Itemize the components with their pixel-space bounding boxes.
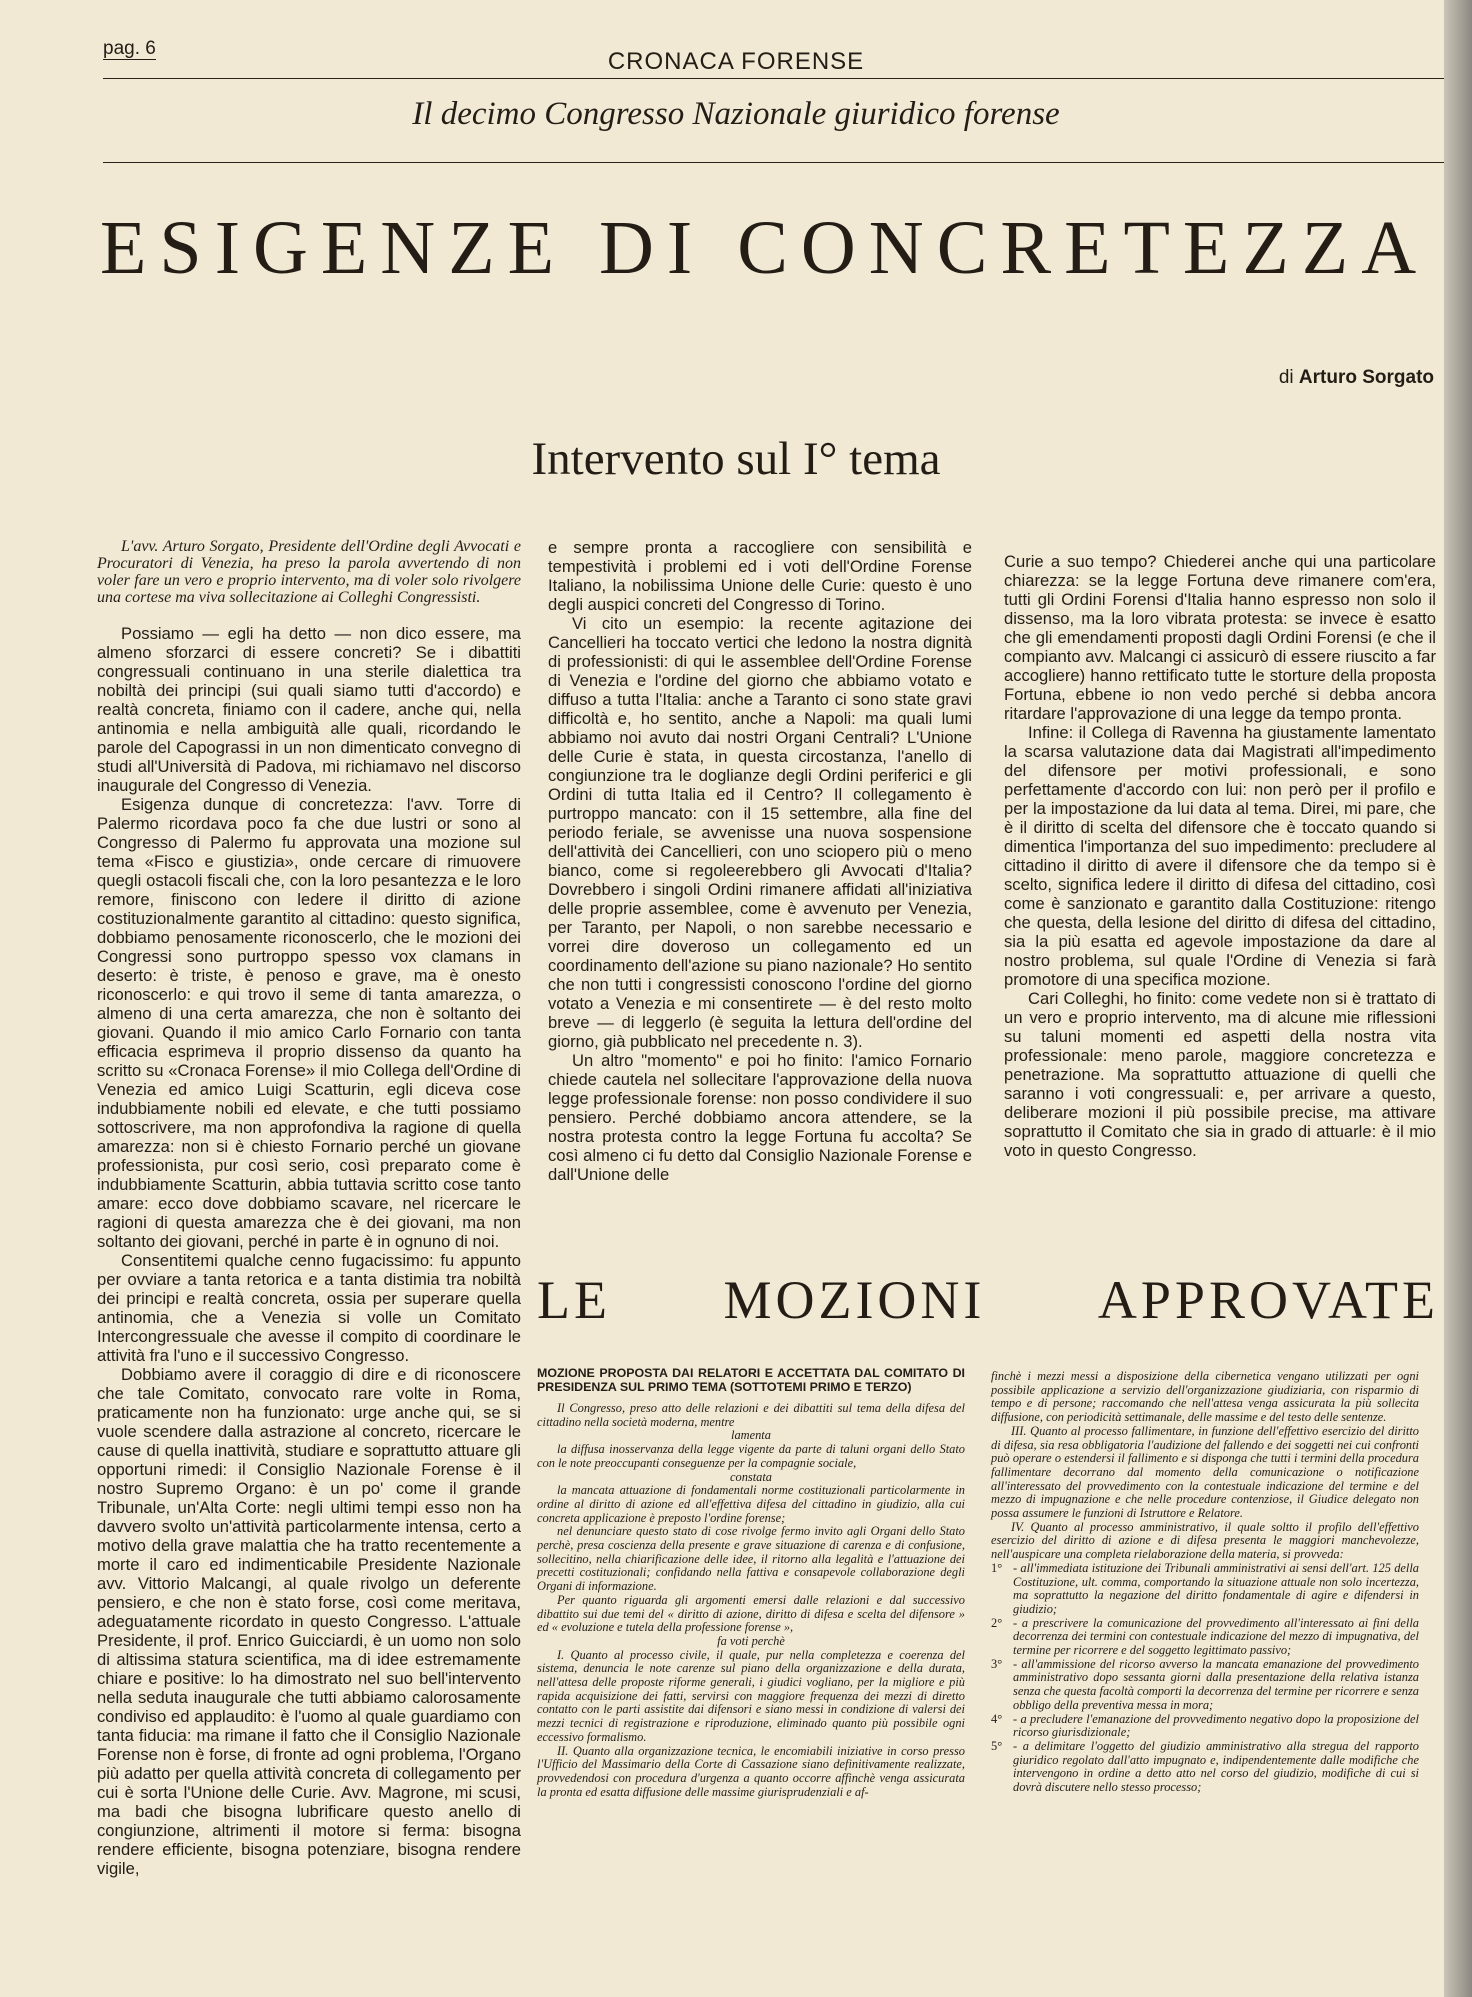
page-edge-shadow [1444,0,1472,1997]
motion-list-item [991,1562,1419,1617]
motion-list-item [991,1713,1419,1740]
motion-paragraph: I. Quanto al processo civile, il quale, pur nella completezza e coerenza del sistema, denuncia le note carenze sul piano della organizzazione e della durata, nell'attesa delle proposte riforme generali, i giudici vogliano, per la migliore e più rapida acquisizione dei fatti, servirsi con maggiore frequenza dei mezzi di diretto contatto con le parti assistite dai difensori e siano messi in condizione di valersi dei mezzi tecnici di registrazione e riproduzione, eliminado quanto più possibile ogni eccessivo formalismo. [537,1647,965,1744]
motion-paragraph: la mancata attuazione di fondamentali norme costituzionali particolarmente in ordine al diritto di azione ed all'effettiva difesa del cittadino in giudizio, alla cui concreta applicazione è preposto l'ordine forense; [537,1483,965,1525]
article-intro: L'avv. Arturo Sorgato, Presidente dell'Ordine degli Avvocati e Procuratori di Venezia, ha preso la parola avvertendo di non voler fare un vero e proprio intervento, ma di voler solo rivolgere una cortese ma viva sollecitazione ai Colleghi Congressisti. [97,538,521,606]
publication-name: CRONACA FORENSE [607,48,865,75]
kicker-rule [103,162,1444,163]
motion-paragraph: nel denunciare questo stato di cose rivolge fermo invito agli Organi dello Stato perchè, presa coscienza della presente e grave situazione di carenza e di confusione, sollecitino, nella chiarificazione delle idee, il ritorno alla legalità e l'attuazione dei precetti costituzionali; confidando nella fattiva e consapevole collaborazione degli Organi di informazione. [537,1524,965,1594]
motion-title: MOZIONE PROPOSTA DAI RELATORI E ACCETTATA DAL COMITATO DI PRESIDENZA SUL PRIMO TEMA (SOTTOTEMI PRIMO E TERZO) [537,1366,965,1394]
header-rule [103,78,1444,79]
motion-list-item [991,1658,1419,1713]
article-paragraph: Possiamo — egli ha detto — non dico essere, ma almeno sforzarci di essere concreti? Se i dibattiti congressuali continuano in una sterile dialettica tra nobiltà dei principi (sui quali siamo tutti d'accordo) e realtà concreta, finiamo con il cadere, anche qui, nella antinomia e nella ambiguità alle quali, ricordando le parole del Capograssi in un non dimenticato convegno di studi all'Università di Padova, mi richiamavo nel discorso inaugurale del Congresso di Venezia. [97,624,521,795]
item-number: 5° [991,1738,1003,1753]
article-paragraph: Consentitemi qualche cenno fugacissimo: fu appunto per ovviare a tanta retorica e a tanta distimia tra nobiltà dei principi e realtà concreta, ossia per superare quella antinomia, che a Venezia si volle un Comitato Intercongressuale che avesse il compito di coordinare le attività fra l'uno e il successivo Congresso. [97,1251,521,1365]
motion-list-item [991,1740,1419,1795]
motions-heading [537,1269,1439,1331]
item-number: 2° [991,1615,1003,1630]
item-text: - all'immediata istituzione dei Tribunali amministrativi ai sensi dell'art. 125 della Costituzione, ult. comma, comportando la situazione attuale non solo incertezza, ma soprattutto la negazione del diritto fondamentale di agire e difendersi in giudizio; [1013,1560,1419,1616]
byline [1279,367,1434,389]
section-kicker: Il decimo Congresso Nazionale giuridico forense [412,96,1060,132]
article-column-1 [97,538,521,1878]
article-subhead: Intervento sul I° tema [531,433,941,485]
motion-paragraph: II. Quanto alla organizzazione tecnica, le encomiabili iniziative in corso presso l'Ufficio del Massimario della Corte di Cassazione siano definitivamente realizzate, provvedendosi con procedura d'urgenza a quanto occorre affinchè venga assicurata la pronta ed esatta diffusione delle massime giurisprudenziali e af- [537,1743,965,1799]
article-column-3 [1004,552,1436,1160]
item-text: - a precludere l'emanazione del provvedimento negativo dopo la proposizione del ricorso giurisdizionale; [1013,1711,1419,1740]
motions-heading-word: LE [537,1270,611,1330]
motions-column-left [537,1366,965,1799]
item-text: - a delimitare l'oggetto del giudizio amministrativo alla stregua del rapporto giuridico regolato dall'atto impugnato e, indipendentemente dalle modifiche che intervengono in ordine a detto atto nel corso del giudizio, modifiche di cui si dovrà discutere nello stesso processo; [1013,1738,1419,1795]
item-text: - all'ammissione del ricorso avverso la mancata emanazione del provvedimento amministrativo dopo sessanta giorni dalla presentazione della relativa istanza senza che questa facoltà comporti la decorrenza del termine per ricorrere e senza obbligo della preventiva messa in mora; [1013,1656,1419,1712]
item-number: 4° [991,1711,1003,1726]
byline-author: Arturo Sorgato [1298,367,1434,388]
article-paragraph: Curie a suo tempo? Chiederei anche qui una particolare chiarezza: se la legge Fortuna deve rimanere com'era, tutti gli Ordini Forensi d'Italia hanno espresso non solo il dissenso, ma la loro vibrata protesta: se invece è esatto che gli emendamenti proposti dagli Ordini Forensi (e che il compianto avv. Malcangi ci assicurò di essere riuscito a far accogliere) hanno rettificato tutte le storture della proposta Fortuna, ebbene io non vedo perché si debba ancora ritardare l'approvazione di una legge da tempo pronta. [1004,552,1436,723]
article-paragraph: Infine: il Collega di Ravenna ha giustamente lamentato la scarsa valutazione data dai Magistrati all'impedimento del difensore per motivi professionali, e sono perfettamente d'accordo con lui: non però per il profilo e per la impostazione da lui data al tema. Direi, mi pare, che è il diritto di scelta del difensore che è toccato quando si dimentica l'importanza del suo impedimento: precludere al cittadino il diritto di avere il difensore che da tempo si è scelto, significa ledere il diritto di difesa del cittadino, così come è sanzionato e garantito dalla Costituzione: ritengo che questa, della lesione del diritto di difesa del cittadino, sia la più esatta ed agevole impostazione da dare al nostro problema, sul quale l'Ordine di Venezia si farà promotore di una specifica mozione. [1004,723,1436,989]
byline-prefix: di [1278,367,1294,388]
motions-heading-word: APPROVATE [1097,1270,1439,1330]
item-number: 3° [991,1656,1003,1671]
motions-heading-word: MOZIONI [723,1270,986,1330]
motion-keyword: constata [730,1469,772,1484]
motion-paragraph: III. Quanto al processo fallimentare, in funzione dell'effettivo esercizio del diritto di difesa, sia resa obbligatoria l'audizione del fallendo e dei soggetti nei cui confronti può operare o estendersi il fallimento e si disponga che tutti i termini della procedura fallimentare decorrano dal momento della comunicazione o notificazione all'interessato del provvedimento con la contestuale indicazione del termine e del mezzo di impugnazione e che nelle procedure contenziose, il Giudice delegato non possa assumere le funzioni di Istruttore e Relatore. [991,1423,1419,1521]
article-paragraph: e sempre pronta a raccogliere con sensibilità e tempestività i problemi ed i voti dell'Ordine Forense Italiano, la nobilissima Unione delle Curie: questo è uno degli auspici concreti del Congresso di Torino. [548,538,972,614]
item-text: - a prescrivere la comunicazione del provvedimento all'interessato ai fini della decorrenza dei termini con contestuale indicazione del mezzo di impugnativa, del termine per ricorrere e del soggetto legittimato passivo; [1013,1615,1419,1658]
motion-keyword: fa voti perchè [717,1633,785,1648]
motion-paragraph: finchè i mezzi messi a disposizione della cibernetica vengano utilizzati per ogni possibile applicazione a servizio dell'organizzazione giudiziaria, con risparmio di tempo e di persone; raccomando che nell'attesa venga assicurata la più sollecita diffusione, con periodicità settimanale, delle massime e del testo delle sentenze. [991,1369,1419,1425]
page-number: pag. 6 [103,38,156,59]
motion-paragraph: Il Congresso, preso atto delle relazioni e dei dibattiti sul tema della difesa del cittadino nella società moderna, mentre [537,1401,965,1429]
motion-keyword: lamenta [731,1428,771,1443]
article-paragraph: Un altro "momento" e poi ho finito: l'amico Fornario chiede cautela nel sollecitare l'approvazione della nuova legge professionale forense: non posso condividere il suo pensiero. Perché dobbiamo ancora attendere, se la nostra protesta contro la legge Fortuna fu accolta? Se così almeno ci fu detto dal Consiglio Nazionale Forense e dall'Unione delle [548,1051,972,1184]
item-number: 1° [991,1560,1003,1575]
article-headline: ESIGENZE DI CONCRETEZZA [100,206,1430,290]
article-paragraph: Dobbiamo avere il coraggio di dire e di riconoscere che tale Comitato, convocato rare volte in Roma, praticamente non ha funzionato: urge anche qui, se si vuole scendere dalla astrazione al concreto, ricercare le cause di quella inattività, studiare e soprattutto attuare gli opportuni rimedi: il Consiglio Nazionale Forense è il nostro Supremo Organo: è un po' come il grande Tribunale, un'Alta Corte: negli ultimi tempi esso non ha davvero svolto un'attività particolarmente intensa, certo a motivo della grave malattia che ha tratto recentemente a morte il caro ed indimenticabile Presidente Nazionale avv. Vittorio Malcangi, al quale rivolgo un deferente pensiero, e che non è stato forse, così come meritava, adeguatamente ricordato in questo Congresso. L'attuale Presidente, il prof. Enrico Guicciardi, è un uomo non solo di altissima statura scientifica, ma di idee estremamente chiare e positive: lo ha dimostrato nel suo bell'intervento nella seduta inaugurale che tutti abbiamo calorosamente condiviso ed applaudito: è l'uomo al quale guardiamo con tanta fiducia: ma rimane il fatto che il Consiglio Nazionale Forense non è forse, di fronte ad ogni problema, l'Organo più adatto per quella attività concreta di collegamento per cui è sorta l'Unione delle Curie. Avv. Magrone, mi scusi, ma badi che bisogna lubrificare questo anello di congiunzione, altrimenti il motore si ferma: bisogna rendere efficiente, bisogna potenziare, bisogna rendere vigile, [97,1365,521,1878]
motions-column-right [991,1370,1419,1795]
motion-list-item [991,1617,1419,1658]
motion-paragraph: IV. Quanto al processo amministrativo, il quale soltto il profilo dell'effettivo esercizio del diritto di azione e di difesa presenta le maggiori manchevolezze, nell'auspicare una completa rielaborazione della materia, si provveda: [991,1519,1419,1562]
motion-paragraph: Per quanto riguarda gli argomenti emersi dalle relazioni e dal successivo dibattito sui due temi del « diritto di azione, diritto di difesa e scelta del difensore » ed « evoluzione e tutela della professione forense », [537,1592,965,1635]
motion-paragraph: la diffusa inosservanza della legge vigente da parte di taluni organi dello Stato con le note preoccupanti conseguenze per la compagnie sociale, [537,1442,965,1470]
article-column-2 [548,538,972,1184]
article-paragraph: Vi cito un esempio: la recente agitazione dei Cancellieri ha toccato vertici che ledono la nostra dignità di professionisti: di qui le assemblee dell'Ordine Forense di Venezia e l'ordine del giorno che abbiamo votato e diffuso a tutta l'Italia: anche a Taranto ci sono state gravi difficoltà e, ho sentito, anche a Napoli: ma quali lumi abbiamo noi avuto dai nostri Organi Centrali? L'Unione delle Curie è stata, in questa circostanza, l'anello di congiunzione tra le doglianze degli Ordini periferici e gli Ordini di tutta Italia ed il Centro? Il collegamento è purtroppo mancato: con il 15 settembre, alla fine del periodo feriale, se avvenisse una nuova sospensione dell'attività dei Cancellieri, con uno sciopero più o meno bianco, come si regoleerebbero gli Avvocati d'Italia? Dovrebbero i singoli Ordini rimanere affidati all'iniziativa delle proprie assemblee, come è avvenuto per Venezia, per Taranto, per Napoli, o non sarebbe necessario e vorrei dire doveroso un collegamento ed un coordinamento dell'azione su piano nazionale? Ho sentito che non tutti i congressisti conoscono l'ordine del giorno votato a Venezia e mi consentirete — è del resto molto breve — di leggerlo (è seguita la lettura dell'ordine del giorno, già pubblicato nel precedente n. 3). [548,614,972,1051]
article-paragraph: Esigenza dunque di concretezza: l'avv. Torre di Palermo ricordava poco fa che due lustri or sono al Congresso di Palermo fu approvata una mozione sul tema «Fisco e giustizia», onde cercare di rimuovere quegli ostacoli fiscali che, con la loro pesantezza e le loro remore, finiscono con ledere il diritto di azione costituzionalmente garantito al cittadino: questo significa, dobbiamo penosamente riconoscerlo, che le mozioni dei Congressi sono purtroppo spesso vox clamans in deserto: è triste, è penoso e grave, ma è onesto riconoscerlo: e qui trovo il seme di tanta amarezza, o almeno di una certa amarezza, che non è soltanto dei giovani. Quando il mio amico Carlo Fornario con tanta efficacia esprimeva il proprio dissenso da quanto ha scritto su «Cronaca Forense» il mio Collega dell'Ordine di Venezia ed amico Luigi Scatturin, egli diceva cose indubbiamente nobili ed elevate, e che tutti possiamo sottoscrivere, ma non approfondiva la ragione di quella amarezza: non si è chiesto Fornario perché un giovane professionista, pur così serio, così preparato come è indubbiamente Scatturin, abbia tuttavia scritto cose tanto amare: ecco dove dobbiamo scavare, nel ricercare le ragioni di questa amarezza che è dei giovani, ma non soltanto dei giovani, perché in parte è in ognuno di noi. [97,795,521,1251]
article-paragraph: Cari Colleghi, ho finito: come vedete non si è trattato di un vero e proprio intervento, ma di alcune mie riflessioni su taluni momenti ed aspetti della nostra vita professionale: meno parole, maggiore concretezza e penetrazione. Ma soprattutto attuazione di quelli che saranno i voti congressuali: e, per arrivare a questo, deliberare mozioni il più possibile precise, ma attivare soprattutto il Comitato che sia in grado di attuarle: è il mio voto in questo Congresso. [1004,989,1436,1160]
